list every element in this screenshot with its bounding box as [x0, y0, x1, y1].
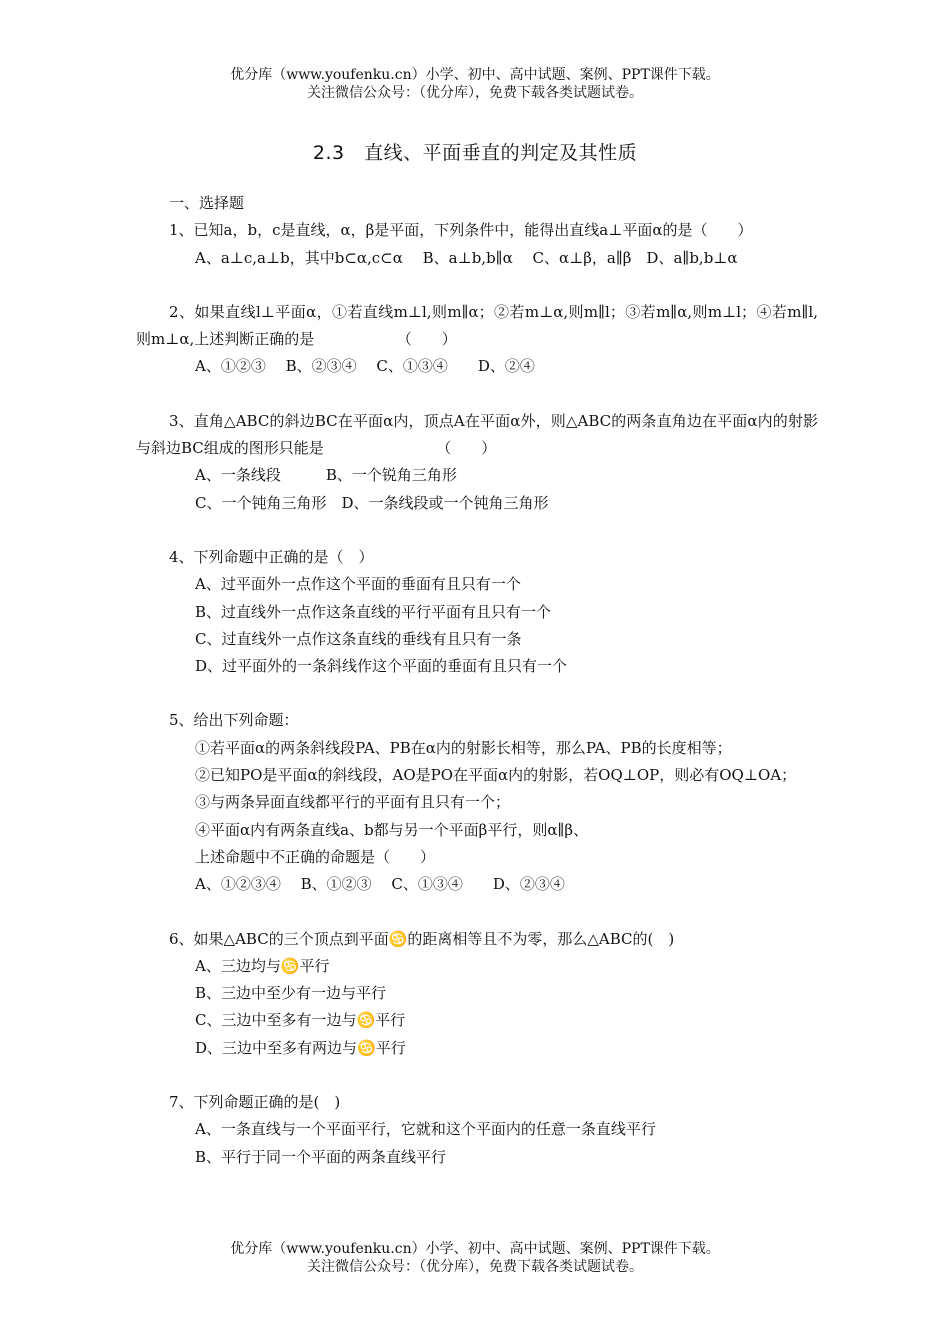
- page-header: [0, 66, 950, 102]
- question-6-stem: 6、如果△ABC的三个顶点到平面♋的距离相等且不为零，那么△ABC的( ): [169, 929, 675, 948]
- footer-line-2: 关注微信公众号：（优分库），免费下载各类试题试卷。: [307, 1259, 643, 1275]
- question-5-proposition-2: ②已知PO是平面α的斜线段，AO是PO在平面α内的射影，若OQ⊥OP，则必有OQ⊥OA；: [195, 766, 797, 785]
- question-5-options: A、①②③④ B、①②③ C、①③④ D、②③④: [195, 875, 565, 894]
- question-2-stem: 2、如果直线l⊥平面α，①若直线m⊥l,则m∥α；②若m⊥α,则m∥l；③若m∥α,则m⊥l；④若m∥l,则m⊥α,上述判断正确的是 （ ）: [136, 302, 818, 349]
- question-1-stem: 1、已知a，b，c是直线，α，β是平面，下列条件中，能得出直线a⊥平面α的是（ ）: [169, 221, 753, 240]
- header-line-2: 关注微信公众号：（优分库），免费下载各类试题试卷。: [307, 85, 643, 101]
- question-5-question: 上述命题中不正确的命题是（ ）: [195, 847, 436, 866]
- question-5: [136, 707, 818, 898]
- question-6: [136, 926, 818, 1062]
- question-6-option-d: D、三边中至多有两边与♋平行: [195, 1038, 406, 1057]
- question-5-stem: 5、给出下列命题：: [169, 711, 299, 730]
- question-7-stem: 7、下列命题正确的是( ): [169, 1093, 341, 1112]
- question-7-option-a: A、一条直线与一个平面平行，它就和这个平面内的任意一条直线平行: [195, 1120, 656, 1139]
- question-4-option-c: C、过直线外一点作这条直线的垂线有且只有一条: [195, 629, 522, 648]
- question-6-option-b: B、三边中至少有一边与平行: [195, 984, 387, 1003]
- header-line-1: 优分库（www.youfenku.cn）小学、初中、高中试题、案例、PPT课件下载。: [230, 67, 720, 83]
- question-4-option-d: D、过平面外的一条斜线作这个平面的垂面有且只有一个: [195, 657, 568, 676]
- question-4: [136, 544, 818, 680]
- page-footer: [0, 1240, 950, 1276]
- question-5-proposition-3: ③与两条异面直线都平行的平面有且只有一个；: [195, 793, 511, 812]
- question-4-option-b: B、过直线外一点作这条直线的平行平面有且只有一个: [195, 602, 552, 621]
- question-3: [136, 408, 818, 517]
- question-5-proposition-1: ①若平面α的两条斜线段PA、PB在α内的射影长相等，那么PA、PB的长度相等；: [195, 738, 732, 757]
- question-3-option-cd: C、一个钝角三角形 D、一条线段或一个钝角三角形: [195, 493, 549, 512]
- question-2: [136, 299, 818, 381]
- question-5-proposition-4: ④平面α内有两条直线a、b都与另一个平面β平行，则α∥β、: [195, 820, 589, 839]
- section-heading: 一、选择题: [169, 194, 245, 212]
- question-6-option-c: C、三边中至多有一边与♋平行: [195, 1011, 406, 1030]
- footer-line-1: 优分库（www.youfenku.cn）小学、初中、高中试题、案例、PPT课件下载。: [230, 1241, 720, 1257]
- document-body: [136, 190, 818, 1171]
- page-title: 2.3 直线、平面垂直的判定及其性质: [312, 142, 638, 164]
- question-7-option-b: B、平行于同一个平面的两条直线平行: [195, 1147, 447, 1166]
- question-1: [136, 217, 818, 272]
- question-3-option-ab: A、一条线段 B、一个锐角三角形: [195, 466, 457, 485]
- question-4-option-a: A、过平面外一点作这个平面的垂面有且只有一个: [195, 575, 521, 594]
- question-4-stem: 4、下列命题中正确的是（ ）: [169, 547, 374, 566]
- question-3-stem: 3、直角△ABC的斜边BC在平面α内，顶点A在平面α外，则△ABC的两条直角边在平面α内的射影与斜边BC组成的图形只能是 （ ）: [136, 411, 818, 458]
- question-6-option-a: A、三边均与♋平行: [195, 956, 330, 975]
- question-1-options: A、a⊥c,a⊥b，其中b⊂α,c⊂α B、a⊥b,b∥α C、α⊥β，a∥β D、a∥b,b⊥α: [195, 248, 738, 267]
- question-2-options: A、①②③ B、②③④ C、①③④ D、②④: [195, 357, 535, 376]
- question-7: [136, 1089, 818, 1171]
